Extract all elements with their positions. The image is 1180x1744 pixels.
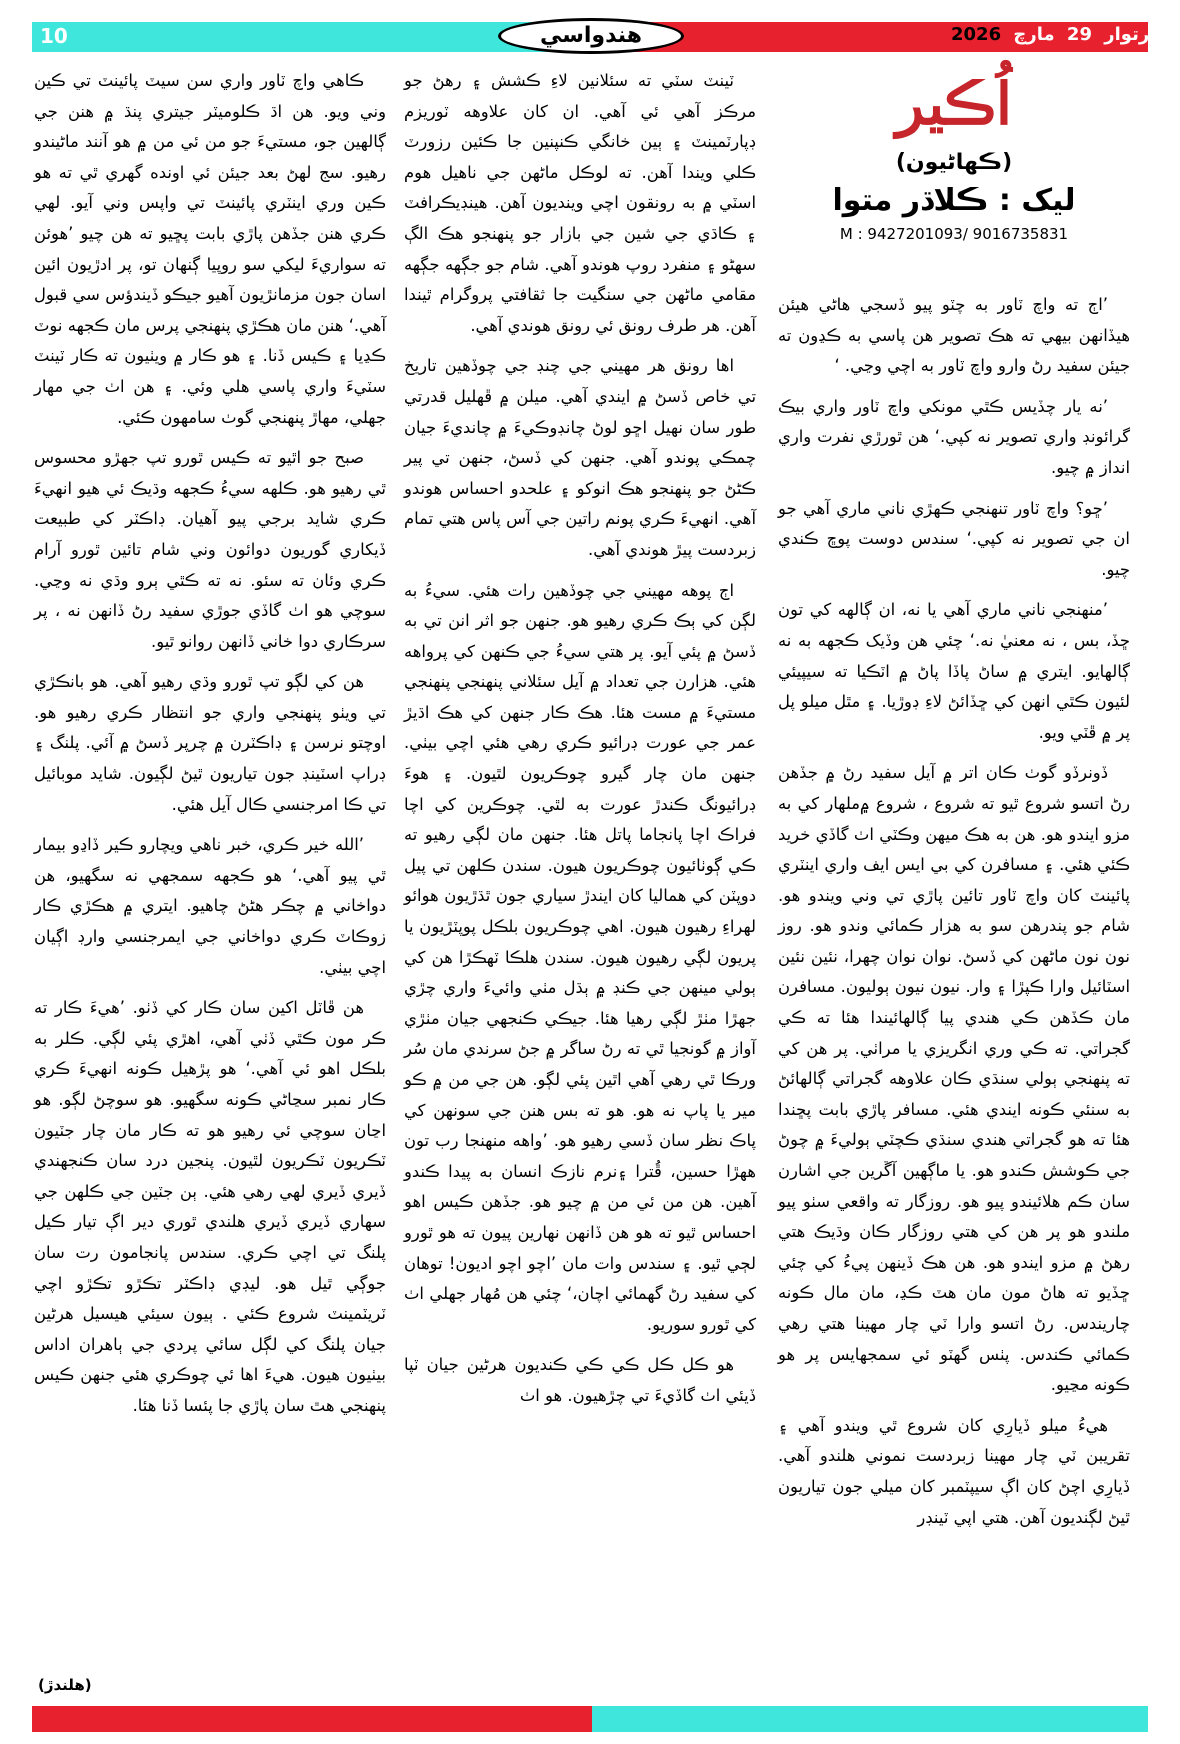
paragraph: ’منهنجي ناني ماري آهي يا نه، ان ڳالهه کي تون ڇڏ، بس ، نه معنيٰ نه.‘ چئي هن وڏيک ڪجهه به نه ڳالهايو. ايتري ۾ ساڻ پاڏا پاڻ ۾ اٽڪيا ته سيپيئي لئيون ڪٿي انهن کي ڇڏائڻ لاءِ ڊوڙيا. ۽ مٿل ميلو پل پر ۾ ڦٽي ويو. — [778, 600, 1130, 742]
paragraph: ڏونرڏو گوٺ ڪان اتر ۾ آيل سفيد رڻ ۾ جڏهن رڻ اتسو شروع ٿيو ته شروع ، شروع ۾ملهار کي به مزو ايندو هو. هن به هڪ ميهن وڪٽي اٺ گاڏي خريد ڪئي هئي. ۽ مسافرن کي بي ايس ايف واري اينٽري پائينٽ کان واچ ٽاور تائين پاڙي تي وني ويندو هو. شام جو پندرهن سو به هزار ڪمائي وندو هو. روز نون نون ماڻهن کي ڏسڻ. نوان نوان چهرا، نئين نئين اسٽائيل وارا ڪپڙا ۽ وار. نيون نيون ٻوليون. مسافرن مان ڪڏهن ڪي هندي پيا ڳالهائيندا هئا ته ڪي گجراتي. ته ڪي وري انگريزي يا مراٺي. پر هن کي ته پنهنجي ٻولي سنڌي ڪان علاوهه گجراتي ڳالهائڻ به سنئي ڪونه ايندي هئي. مسافر پاڙي بابت پڇندا هئا ته هو گجراتي هندي سنڌي ڪچٽي ٻوليءَ ۾ چوڻ جي ڪوشش ڪندو هو. يا ماڳهين آڱرين جي اشارن سان ڪم هلائيندو پيو هو. روزگار ته واقعي سٺو پيو ملندو هو پر هن کي هتي روزگار ڪان وڌيڪ هتي رهڻ ۾ مزو ايندو هو. هن هڪ ڏينهن پيءُ کي چئي ڇڏيو ته هاڻ مون مان هٽ ڪڍ، مان مال ڪونه چاريندس. رڻ اتسو وارا ٽي چار مهينا هتي رهي ڪمائي ڪندس. پٺس گهٽو ئي سمجهايس پر هو ڪونه مڃيو. — [778, 763, 1130, 1395]
paragraph: ’نه يار چڏيس ڪٿي مونکي واچ ٽاور واري بيڪ گرائونڊ واري تصوير نه کپي.‘ هن ٿورڙي نفرت واري انداز ۾ چيو. — [778, 396, 1130, 477]
paragraph: ’ڇو؟ واچ ٽاور تنهنجي ڪهڙي ناني ماري آهي جو ان جي تصوير نه کپي.‘ سندس دوست پوڇ ڪندي چيو. — [778, 498, 1130, 579]
issue-date — [948, 24, 1158, 45]
paragraph: اڄ پوهه مهيني جي چوڏهين رات هئي. سيءُ به لڳن کي ٻڪ ڪري رهيو هو. جنهن جو اثر انن تي به ڏسڻ ۾ پئي آيو. پر هتي سيءُ جي ڪنهن کي پرواهه هئي. هزارن جي تعداد ۾ آيل سئلاني پنهنجي پنهنجي مستيءَ ۾ مست هئا. هڪ ڪار جنهن کي هڪ اڌيڙ عمر جي عورت ڊرائيو ڪري رهي هئي اچي بيٺي. جنهن مان چار گيرو چوڪريون لٿيون. ۽ هوءَ ڊرائيونگ ڪندڙ عورت به لٿي. چوڪرين کي اچا فراڪ اچا پانجاما پاتل هئا. جنهن مان لڳي رهيو ته ڪي ڳوٺائيون چوڪريون هيون. سندن ڪلهن تي پيل دوپٽن کي هماليا کان ايندڙ سياري جون ٿڌڙيون هوائو لهراءِ رهيون هيون. اهي چوڪريون بلڪل پوپٽڙيون يا پريون لڳي رهيون هيون. سندن هلڪا ٽهڪڙا هن کي ٻولي مينهن جي ڪنڊ ۾ ٻڌل مٺي وائيءَ واري چڙي جهڙا مٺڙ لڳي رهيا هئا. جيڪي ڪنجهي جيان مٺڙي آواز ۾ گونجيا ٿي ته رڻ ساگر ۾ جڻ سرندي مان سُر ورڪا ٿي رهي آهي اٿين پئي لڳو. هن جي من ۾ ڪو مير يا پاپ نه هو. هو ته بس هنن جي سونهن کي پاڪ نظر سان ڏسي رهيو هو. ’واهه منهنجا رب تون ههڙا حسين، ڦُترا ۽نرم نازڪ انسان به پيدا ڪندو آهين. هن من ئي من ۾ چيو هو. جڏهن ڪيس اهو احساس ٿيو ته هو هن ڏانهن نهارين پيون ته هو ٿورو لڄي ٿيو. ۽ سندس وات مان ’اچو اچو اديون! توهان کي سفيد رڻ گهمائي اچان،‘ چئي هن مُهار جهلي اٺ کي ٿورو سوريو. — [404, 580, 756, 1334]
date-month: مارچ — [1013, 24, 1055, 45]
story-author: ليک : ڪلاڌر متوا — [832, 183, 1076, 218]
author-mobile: M : 9427201093/ 9016735831 — [839, 225, 1069, 243]
paragraph: هو ڪل ڪل ڪي ڪي ڪنديون هرڻين جيان ٽپا ڏيئي اٺ گاڏيءَ تي چڙهيون. هو اٺ — [404, 1355, 756, 1405]
footer-cyan-band — [592, 1706, 1148, 1732]
footer-red-band — [32, 1706, 592, 1732]
story-title: اُڪير — [896, 70, 1012, 138]
page-number: 10 — [40, 24, 68, 48]
paragraph: صبح جو اٿيو ته ڪيس ٿورو تپ جهڙو محسوس ٿي رهيو هو. ڪلهه سيءُ ڪجهه وڌيڪ ئي هيو انهيءَ ڪري شايد برجي پيو آهيان. ڊاڪٽر کي طبيعت ڏيکاري گوريون دوائون وني شام تائين ٿورو آرام ڪري وئان ته سئو. نه ته ڪٿي ٻرو وڌي نه وڃي. سوچي هو اٺ گاڏي جوڙي سفيد رڻ ڏانهن نه ، پر سرڪاري دوا خاني ڏانهن روانو ٿيو. — [34, 448, 386, 651]
text-column-left — [34, 66, 386, 1671]
date-year: 2026 — [951, 24, 1002, 45]
story-heading — [778, 62, 1130, 286]
paragraph: ’الله خير ڪري، خبر ناهي ويچارو ڪير ڏاڍو بيمار ٿي پيو آهي.‘ هو ڪجهه سمجهي نه سگهيو، هن دواخاني ۾ چڪر هڻڻ چاهيو. ايتري ۾ هڪڙي ڪار زوڪاٽ ڪري دواخاني جي ايمرجنسي وارڊ اڳيان اچي بيٺي. — [34, 835, 386, 977]
paragraph: ڪاهي واچ ٽاور واري سن سيٽ پائينٽ تي ڪين وني ويو. هن اڌ ڪلوميٽر جيتري پنڌ ۾ هنن جي ڳالهين جو، مستيءَ جو من ئي من ۾ هو آنند ماڻيندو رهيو. سج لهڻ بعد جيئن ئي اونده گهري ٿي ته هو ڪين وري اينٽري پائينٽ تي واپس وني آيو. لهي ڪري هنن جڏهن پاڙي بابت پڇيو ته هن چيو ’هوئن ته سواريءَ ليکي سو روپيا ڳنهان تو، پر ادڙيون ائين اسان جون مزمانڙيون آهيو جيڪو ڏيندؤس سي قبول آهي.‘ هنن مان هڪڙي پنهنجي پرس مان ڪجهه نوٽ ڪڍيا ۽ ڪيس ڏنا. ۽ هو ڪار ۾ ويٺيون ته ڪار ٽينٽ سٽيءَ واري پاسي هلي وئي. ۽ هن اٺ جي مهار جهلي، مهاڙ پنهنجي گوٺ سامهون ڪئي. — [34, 71, 386, 427]
story-genre: (ڪهاڻيون) — [895, 150, 1013, 175]
date-weekday: آرتوار — [1104, 24, 1156, 45]
text-column-middle — [404, 66, 756, 1711]
continued-label: (هلندڙ) — [38, 1676, 92, 1694]
paragraph: هن ڦاٽل اکين سان ڪار کي ڏٺو. ’هيءَ ڪار ته ڪر مون ڪٿي ڏٺي آهي، اهڙي پئي لڳي. ڪلر به بلڪل اهو ئي آهي.‘ هو پڙهيل ڪونه انهيءَ ڪري ڪار نمبر سڃاڻي ڪونه سگهيو. هو سوچڻ لڳو. هو اڃان سوچي ئي رهيو هو ته ڪار مان چار جٽيون ٽڪريون ٽڪريون لٿيون. پنجين درد سان ڪنجهندي ڏيري ڏيري لهي رهي هئي. ٻن جٽين جي ڪلهن جي سهاري ڏيري ڏيري هلندي ٿوري دير اڳ تيار ڪيل پلنگ تي اچي ڪري. سندس پانجامون رت سان جوڳي ٿيل هو. ليڊي ڊاڪٽر تڪڙو تڪڙو اچي ٽريٽمينٽ شروع ڪئي . ٻيون سيئي هيسيل هرڻين جيان پلنگ کي لڳل سائي پردي جي ٻاهران اداس بيٺيون هيون. هيءَ اها ئي چوڪري هئي جنهن ڪيس پنهنجي هٿ سان پاڙي جا پئسا ڏنا هئا. — [34, 998, 386, 1415]
paragraph: اها رونق هر مهيني جي چنڊ جي چوڏهين تاريخ تي خاص ڏسڻ ۾ ايندي آهي. ميلن ۾ ڦهليل قدرتي طور سان نهيل اڇو لوڻ چانڊوڪيءَ ۾ چانديءَ جيان چمڪي پوندو آهي. جنهن کي ڏسڻ، جنهن تي پير ڪڻڻ جو پنهنجو هڪ انوکو ۽ علحدو احساس هوندو آهي. انهيءَ ڪري پونم راتين جي آس پاس هتي تمام زبردست پيڙ هوندي آهي. — [404, 356, 756, 559]
masthead-logo: هندواسي — [498, 18, 684, 54]
paragraph: هيءُ ميلو ڏيارِي کان شروع ٿي ويندو آهي ۽ تقريبن ٽي چار مهينا زبردست نموني هلندو آهي. ڏيارِي اچڻ کان اڳ سيپٽمبر کان ميلي جون تياريون ٿيڻ لڳنديون آهن. هتي اپي ٽينڊر — [778, 1415, 1130, 1527]
date-day: 29 — [1066, 24, 1092, 45]
text-column-right — [778, 290, 1130, 1695]
paragraph: ’اڄ ته واچ ٽاور به چٽو پيو ڏسجي هاڻي هيئن هيڏانهن بيهي ته هڪ تصوير هن پاسي به ڪڍون ته جيئن سفيد رڻ وارو واچ ٽاور به اچي وڃي. ‘ — [778, 295, 1130, 376]
paragraph: ٽينٽ سٽي ته سئلانين لاءِ ڪشش ۽ رهڻ جو مرڪز آهي ئي آهي. ان کان علاوهه ٽوريزم ڊپارٽمينٽ ۽ ٻين خانگي ڪنپنين جا ڪئين رزورٽ ڪلي ويندا آهن. ته لوڪل ماڻهن جي ناهيل هوم اسٽي ۾ به رونقون اچي وينديون آهن. هينڊيڪرافٽ ۽ ڪاڌي جي شين جي بازار جو پنهنجو هڪ الڳ سهڻو ۽ منفرد روپ هوندو آهي. شام جو جڳهه جڳهه مقامي ماڻهن جي سنگيت جا ثقافتي پروگرام ٿيندا آهن. هر طرف رونق ئي رونق هوندي آهي. — [404, 71, 756, 335]
paragraph: هن کي لڳو تپ ٿورو وڌي رهيو آهي. هو بانڪڙي تي ويٺو پنهنجي واري جو انتظار ڪري رهيو هو. اوچتو نرسن ۽ ڊاڪٽرن ۾ چرپر ڏسڻ ۾ آئي. پلنگ ۽ ڊراپ اسٽينڊ جون تياريون ٿيڻ لڳيون. شايد موبائيل تي ڪا امرجنسي ڪال آيل هئي. — [34, 672, 386, 814]
